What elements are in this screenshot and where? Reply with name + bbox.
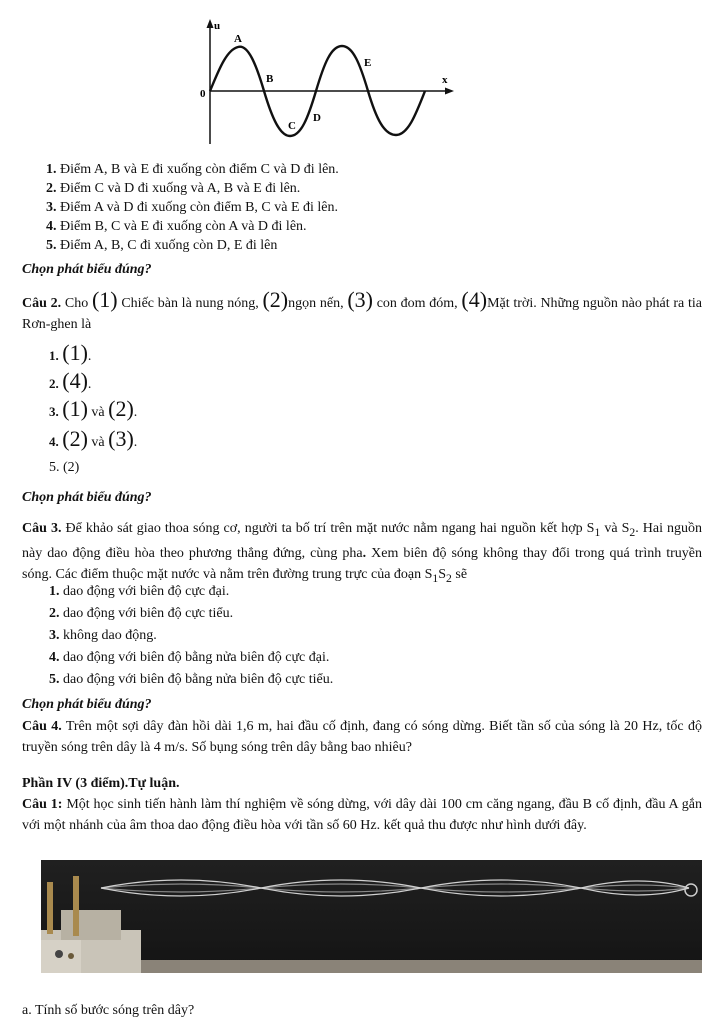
q2-option-2: 2. (4).	[49, 368, 92, 393]
origin-label: 0	[200, 88, 206, 100]
question-3: Câu 3. Để khảo sát giao thoa sóng cơ, người ta bố trí trên mặt nước nằm ngang hai nguồn kết hợp $S_1$ và $S_2$. Hai nguồn này dao động điều hòa theo phương thẳng đứng, cùng pha. Xem biên độ sóng không thay đổi trong quá trình truyền sóng. Các điểm thuộc mặt nước và nằm trên đường trung trực của đoạn $S_1S_2$ sẽ	[22, 521, 703, 585]
part-4-heading: Phần IV (3 điểm).Tự luận.	[22, 776, 180, 791]
wave-figure	[190, 14, 460, 146]
q1-option-3: 3. Điểm A và D đi xuống còn điểm B, C và E đi lên.	[46, 200, 339, 215]
q2-option-4: 4. (2) và (3).	[49, 426, 138, 451]
q1-options	[46, 160, 339, 255]
q1-option-4: 4. Điểm B, C và E đi xuống còn A và D đi lên.	[46, 219, 307, 234]
q2-option-3: 3. (1) và (2).	[49, 396, 138, 421]
part4-q1-label: Câu 1:	[22, 797, 63, 812]
standing-wave-photo	[41, 860, 702, 973]
q3-label: Câu 3.	[22, 521, 62, 536]
q3-option-3: 3. không dao động.	[49, 628, 157, 643]
q3-option-5: 5. dao động với biên độ bằng nửa biên độ cực tiểu.	[49, 672, 334, 687]
q1-option-5: 5. Điểm A, B, C đi xuống còn D, E đi lên	[46, 238, 278, 253]
q3-option-4: 4. dao động với biên độ bằng nửa biên độ cực đại.	[49, 650, 330, 665]
q3-options	[49, 582, 333, 692]
point-d-label: D	[313, 112, 321, 124]
prompt-2: Chọn phát biểu đúng?	[22, 490, 152, 505]
prompt-3: Chọn phát biểu đúng?	[22, 697, 152, 712]
q4-label: Câu 4.	[22, 719, 62, 734]
q2-option-5: 5. (2)	[49, 460, 80, 475]
q2-label: Câu 2.	[22, 296, 62, 311]
q3-option-1: 1. dao động với biên độ cực đại.	[49, 584, 230, 599]
sub-question-a: a. Tính số bước sóng trên dây?	[22, 1003, 195, 1018]
u-axis-arrow	[207, 19, 214, 28]
q3-option-2: 2. dao động với biên độ cực tiểu.	[49, 606, 234, 621]
question-4: Câu 4. Trên một sợi dây đàn hồi dài 1,6 m, hai đầu cố định, đang có sóng dừng. Biết tần số của sóng là 20 Hz, tốc độ truyền sóng trên dây là 4 m/s. Số bụng sóng trên dây bằng bao nhiêu?	[22, 719, 702, 755]
point-b-label: B	[266, 73, 274, 85]
q2-option-1: 1. (1).	[49, 340, 92, 365]
point-e-label: E	[364, 57, 372, 69]
point-a-label: A	[234, 33, 242, 45]
axis-x-label: x	[442, 74, 448, 86]
part-4-question-1: Câu 1: Một học sinh tiến hành làm thí nghiệm về sóng dừng, với dây dài 100 cm căng ngang, đầu B cố định, đầu A gắn với một nhánh của âm thoa dao động điều hòa với tần số 60 Hz. kết quả thu được như hình dưới đây.	[22, 797, 702, 833]
axis-u-label: u	[214, 20, 221, 32]
q1-option-2: 2. Điểm C và D đi xuống và A, B và E đi lên.	[46, 181, 301, 196]
question-2: Câu 2. Cho (1) Chiếc bàn là nung nóng, (2)ngọn nến, (3) con đom đóm, (4)Mặt trời. Những nguồn nào phát ra tia Rơn-ghen là	[22, 287, 702, 332]
prompt-1: Chọn phát biểu đúng?	[22, 262, 152, 277]
q1-option-1: 1. Điểm A, B và E đi xuống còn điểm C và D đi lên.	[46, 162, 339, 177]
point-c-label: C	[288, 120, 296, 132]
x-axis-arrow	[445, 88, 454, 95]
